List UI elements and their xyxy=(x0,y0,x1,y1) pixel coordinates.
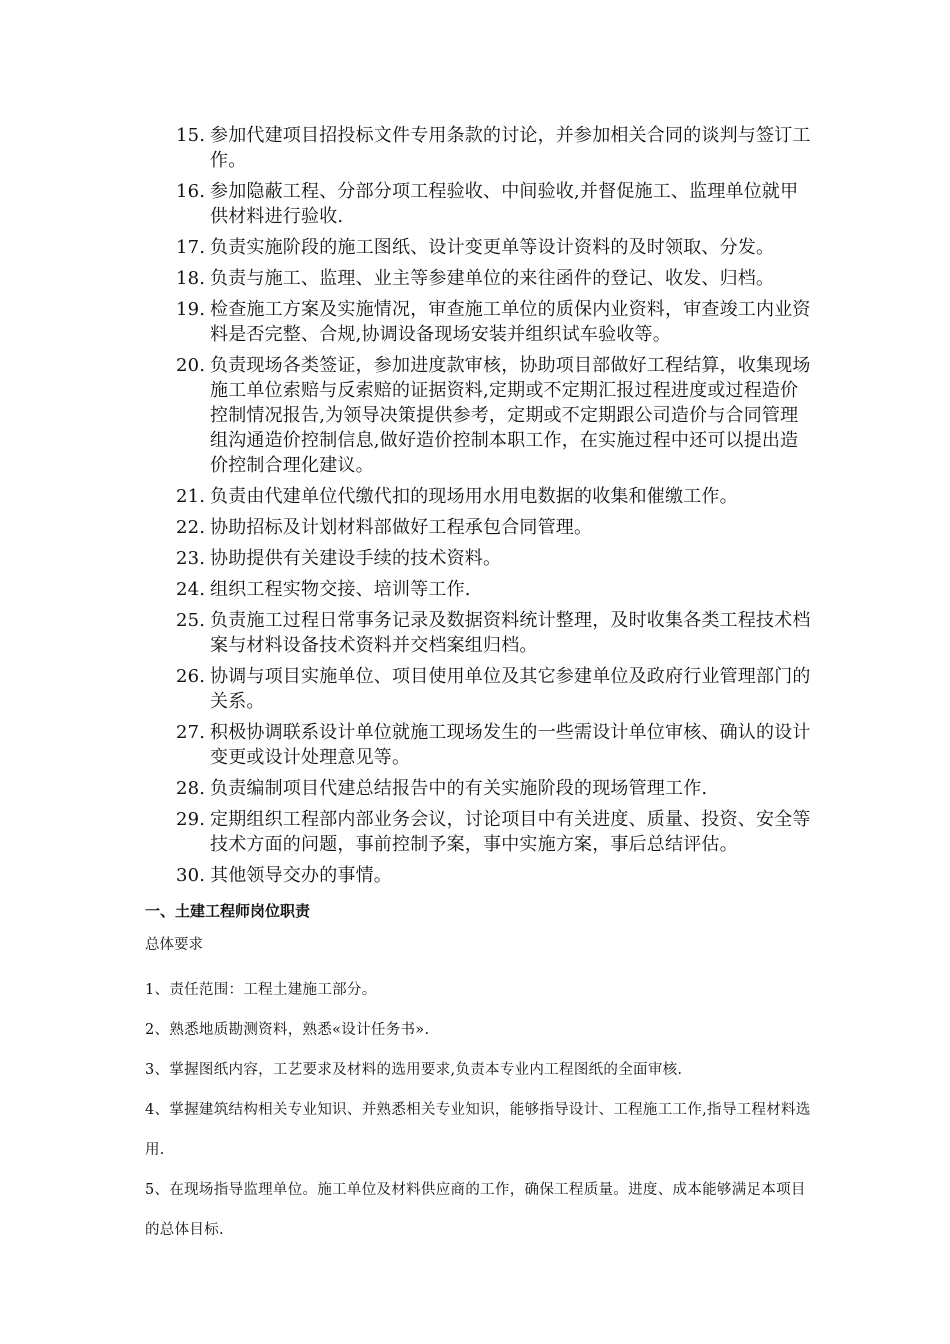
item-number: 27. xyxy=(176,722,206,743)
item-text: 其他领导交办的事情。 xyxy=(210,865,392,886)
list-item xyxy=(176,123,816,173)
item-text: 负责实施阶段的施工图纸、设计变更单等设计资料的及时领取、分发。 xyxy=(210,237,775,258)
list-item xyxy=(176,266,816,291)
list-item xyxy=(176,720,816,770)
requirement-item: 2、熟悉地质勘测资料，熟悉«设计任务书». xyxy=(145,1022,430,1038)
item-text: 负责施工过程日常事务记录及数据资料统计整理，及时收集各类工程技术档案与材料设备技术资料并交档案组归档。 xyxy=(210,610,811,656)
item-number: 20. xyxy=(176,355,206,376)
section-heading: 一、土建工程师岗位职责 xyxy=(145,902,311,920)
item-text: 协调与项目实施单位、项目使用单位及其它参建单位及政府行业管理部门的关系。 xyxy=(210,666,811,712)
item-number: 23. xyxy=(176,548,206,569)
list-item xyxy=(176,608,816,658)
item-text: 检查施工方案及实施情况，审查施工单位的质保内业资料，审查竣工内业资料是否完整、合规,协调设备现场安装并组织试车验收等。 xyxy=(210,299,811,345)
item-number: 19. xyxy=(176,299,206,320)
list-item xyxy=(176,484,816,509)
item-number: 29. xyxy=(176,809,206,830)
item-number: 22. xyxy=(176,517,206,538)
list-item xyxy=(176,353,816,478)
list-item xyxy=(176,807,816,857)
requirement-item: 3、掌握图纸内容，工艺要求及材料的选用要求,负责本专业内工程图纸的全面审核. xyxy=(145,1062,683,1078)
section-subheading: 总体要求 xyxy=(145,937,203,953)
item-text: 协助提供有关建设手续的技术资料。 xyxy=(210,548,502,569)
requirement-item: 4、掌握建筑结构相关专业知识、并熟悉相关专业知识，能够指导设计、工程施工工作,指导工程材料选用. xyxy=(145,1102,811,1158)
item-number: 25. xyxy=(176,610,206,631)
item-text: 参加隐蔽工程、分部分项工程验收、中间验收,并督促施工、监理单位就甲供材料进行验收. xyxy=(210,181,799,227)
item-number: 21. xyxy=(176,486,206,507)
item-number: 28. xyxy=(176,778,206,799)
item-number: 24. xyxy=(176,579,206,600)
item-text: 组织工程实物交接、培训等工作. xyxy=(210,579,471,600)
list-item xyxy=(176,664,816,714)
list-item xyxy=(176,863,816,888)
list-item xyxy=(176,776,816,801)
item-number: 30. xyxy=(176,865,206,886)
item-number: 17. xyxy=(176,237,206,258)
item-number: 16. xyxy=(176,181,206,202)
item-text: 负责与施工、监理、业主等参建单位的来往函件的登记、收发、归档。 xyxy=(210,268,775,289)
item-number: 18. xyxy=(176,268,206,289)
list-item xyxy=(176,235,816,260)
item-text: 负责现场各类签证，参加进度款审核，协助项目部做好工程结算，收集现场施工单位索赔与反索赔的证据资料,定期或不定期汇报过程进度或过程造价控制情况报告,为领导决策提供参考，定期或不定期跟公司造价与合同管理组沟通造价控制信息,做好造价控制本职工作，在实施过程中还可以提出造价控制合理化建议。 xyxy=(210,355,811,476)
item-text: 定期组织工程部内部业务会议，讨论项目中有关进度、质量、投资、安全等技术方面的问题，事前控制予案，事中实施方案，事后总结评估。 xyxy=(210,809,811,855)
civil-engineer-section xyxy=(145,900,815,1250)
list-item xyxy=(176,179,816,229)
list-item xyxy=(176,546,816,571)
list-item xyxy=(176,515,816,540)
item-text: 负责由代建单位代缴代扣的现场用水用电数据的收集和催缴工作。 xyxy=(210,486,738,507)
item-text: 协助招标及计划材料部做好工程承包合同管理。 xyxy=(210,517,593,538)
item-text: 参加代建项目招投标文件专用条款的讨论，并参加相关合同的谈判与签订工作。 xyxy=(210,125,811,171)
list-item xyxy=(176,577,816,602)
item-number: 26. xyxy=(176,666,206,687)
duty-list xyxy=(176,123,816,894)
item-number: 15. xyxy=(176,125,206,146)
item-text: 负责编制项目代建总结报告中的有关实施阶段的现场管理工作. xyxy=(210,778,708,799)
requirement-item: 1、责任范围：工程土建施工部分。 xyxy=(145,982,377,998)
item-text: 积极协调联系设计单位就施工现场发生的一些需设计单位审核、确认的设计变更或设计处理意见等。 xyxy=(210,722,811,768)
list-item xyxy=(176,297,816,347)
requirement-item: 5、在现场指导监理单位。施工单位及材料供应商的工作，确保工程质量。进度、成本能够满足本项目的总体目标. xyxy=(145,1182,806,1238)
